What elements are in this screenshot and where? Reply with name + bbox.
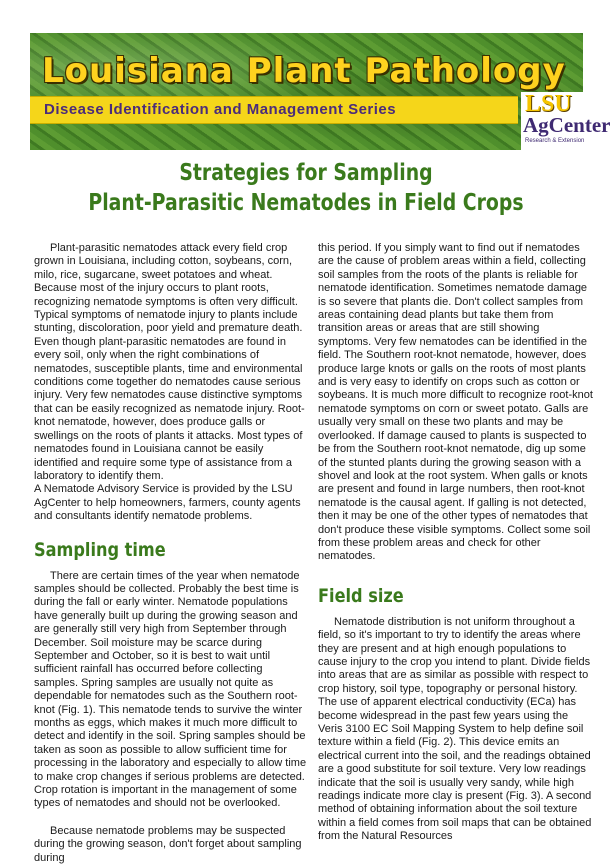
field-size-paragraph: Nematode distribution is not uniform throughout a field, so it's important to try to identify the areas where they are present and at high enough populations to cause injury to the crop you intend to plant. Divide fields into areas that are as similar as possible with respect to crop history, soil type, topography or personal history. The use of apparent electrical conductivity (ECa) has become widespread in the past few years using the Veris 3100 EC Soil Mapping System to help define soil texture within a field (Fig. 2). This device emits an electrical current into the soil, and the readings obtained are a good substitute for soil texture. Very low readings indicate that the soil is usually very sandy, while high readings indicate more clay is present (Fig. 3). A second method of obtaining information about the soil texture within a field comes from soil maps that can be obtained from the Natural Resources — [318, 615, 592, 843]
intro-paragraph: Plant-parasitic nematodes attack every field crop grown in Louisiana, including cotton, soybeans, corn, milo, rice, sugarcane, sweet potatoes and wheat. Because most of the injury occurs to plant roots, recognizing nematode symptoms is often very difficult. Typical symptoms of nematode injury to plants include stunting, discoloration, poor yield and premature death. Even though plant-parasitic nematodes are found in every soil, only when the right combinations of nematodes, susceptible plants, time and environmental conditions come together do nematodes cause serious injury. Very few nematodes cause distinctive symptoms that can be easily recognized as nematode injury. Root-knot nematode, however, does produce galls or swellings on the roots of plants it attacks. Most types of nematodes found in Louisiana cannot be easily identified and require some type of assistance from a laboratory to identify them. — [34, 242, 305, 482]
document-title — [0, 158, 612, 218]
logo-lsu-text: LSU — [525, 91, 572, 117]
header-banner — [30, 33, 611, 150]
title-line-1: Strategies for Sampling — [179, 160, 433, 186]
title-line-2: Plant-Parasitic Nematodes in Field Crops — [88, 190, 524, 216]
right-column — [318, 242, 593, 844]
lsu-agcenter-logo — [521, 91, 611, 150]
series-subtitle-bar — [30, 96, 518, 124]
sampling-time-heading: Sampling time — [34, 538, 166, 561]
left-column — [34, 242, 309, 865]
sampling-paragraph-2: Because nematode problems may be suspected during the growing season, don't forget about sampling during — [34, 824, 302, 864]
logo-agcenter-text: AgCenter — [523, 113, 611, 137]
field-size-heading: Field size — [318, 584, 404, 607]
series-subtitle: Disease Identification and Management Series — [44, 101, 397, 118]
advisory-paragraph: A Nematode Advisory Service is provided by the LSU AgCenter to help homeowners, farmers, county agents and consultants identify nematode problems. — [34, 483, 301, 523]
logo-tagline: Research & Extension — [525, 138, 585, 144]
sampling-paragraph-1: There are certain times of the year when nematode samples should be collected. Probably the best time is during the fall or early winter. Nematode populations have generally built up during the growing season and are generally still very high from September through December. Soil moisture may be scarce during September and October, so it is best to wait until sufficient rainfall has occurred before collecting samples. Spring samples are usually not quite as dependable for nematodes such as the Southern root-knot (Fig. 1). This nematode tends to survive the winter months as eggs, which makes it much more difficult to detect and identify in the soil. Spring samples should be taken as soon as possible to allow sufficient time for processing in the laboratory and especially to allow time to make crop changes if serious problems are detected. Crop rotation is important in the management of some types of nematodes and should not be overlooked. — [34, 569, 307, 810]
series-title: Louisiana Plant Pathology — [42, 51, 566, 91]
sampling-continued-paragraph: this period. If you simply want to find out if nematodes are the cause of problem areas within a field, collecting soil samples from the roots of the plants is reliable for nematode identification. Sometimes nematode damage is so severe that plants die. Don't collect samples from areas containing dead plants but take them from transition areas or areas that are still showing symptoms. Very few nematodes can be identified in the field. The Southern root-knot nematode, however, does produce large knots or galls on the roots of most plants and is very easy to identify on crops such as cotton or soybeans. It is much more difficult to recognize root-knot nematode symptoms on corn or sweet potato. Galls are usually very small on these two plants and may be overlooked. If damage caused to plants is suspected to be from the Southern root-knot nematode, dig up some of the stunted plants during the growing season with a shovel and look at the root system. When galls or knots are present and found in large numbers, then root-knot nematode is the causal agent. If galling is not detected, then it may be one of the other types of nematodes that don't produce these visible symptoms. Collect some soil from these problem areas and check for other nematodes. — [318, 242, 593, 563]
